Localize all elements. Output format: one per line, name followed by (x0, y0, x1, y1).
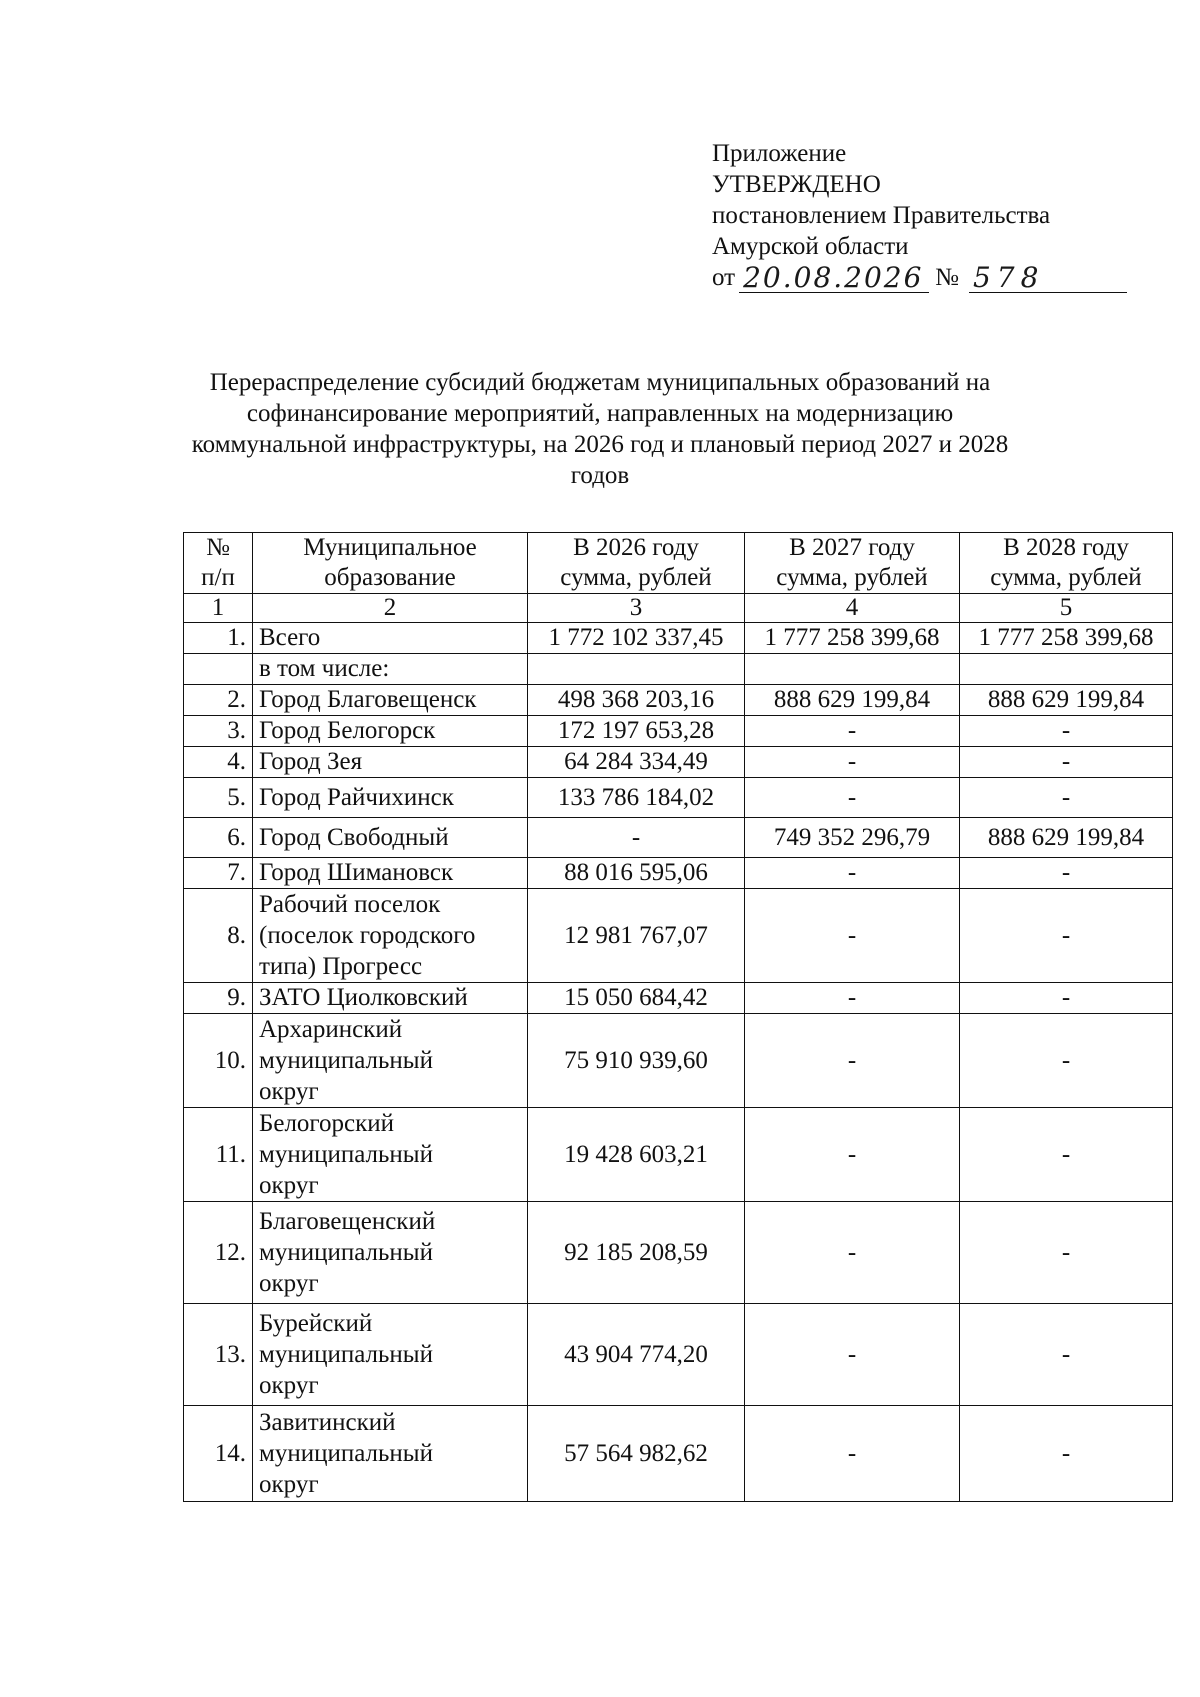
amount-2028 (960, 654, 1173, 685)
municipality-name-line: округ (259, 1172, 319, 1199)
amount-2026: 12 981 767,07 (528, 889, 745, 983)
amount-2028: - (960, 1202, 1173, 1304)
row-number: 12. (184, 1202, 253, 1304)
amount-2026: 133 786 184,02 (528, 778, 745, 818)
table-row (184, 716, 1173, 747)
amount-2027: 1 777 258 399,68 (745, 623, 960, 654)
table-row (184, 1202, 1173, 1304)
amount-2026: 19 428 603,21 (528, 1108, 745, 1202)
municipality-name-line: Город Свободный (259, 823, 449, 851)
municipality-name (253, 1304, 528, 1406)
handwritten-number: 578 (969, 264, 1127, 293)
table-row (184, 747, 1173, 778)
municipality-name (253, 654, 528, 685)
municipality-name-line: Город Белогорск (259, 717, 436, 744)
row-number: 1. (184, 623, 253, 654)
row-number: 3. (184, 716, 253, 747)
header-municipality: Муниципальное образование (253, 533, 528, 594)
amount-2028: - (960, 1406, 1173, 1502)
municipality-name (253, 818, 528, 858)
amount-2028: - (960, 778, 1173, 818)
row-number: 7. (184, 858, 253, 889)
approval-appendix-label: Приложение (712, 140, 847, 167)
amount-2028: - (960, 716, 1173, 747)
date-prefix: от (712, 264, 736, 291)
row-number: 9. (184, 983, 253, 1014)
municipality-name-line: Белогорский (259, 1110, 395, 1137)
amount-2026: 88 016 595,06 (528, 858, 745, 889)
municipality-name-line: Город Зея (259, 748, 363, 775)
table-row (184, 1304, 1173, 1406)
row-number: 11. (184, 1108, 253, 1202)
amount-2026: 172 197 653,28 (528, 716, 745, 747)
amount-2027: - (745, 858, 960, 889)
table-body (184, 623, 1173, 1502)
municipality-name-line: муниципальный (259, 1341, 433, 1368)
municipality-name (253, 778, 528, 818)
amount-2028: 1 777 258 399,68 (960, 623, 1173, 654)
approval-region-label: Амурской области (712, 233, 909, 260)
row-number: 14. (184, 1406, 253, 1502)
amount-2026: 57 564 982,62 (528, 1406, 745, 1502)
amount-2027: 888 629 199,84 (745, 685, 960, 716)
column-number: 4 (745, 594, 960, 623)
approval-resolution-label: постановлением Правительства (712, 202, 1051, 229)
row-number: 8. (184, 889, 253, 983)
municipality-name-line: Архаринский (259, 1016, 403, 1043)
table-row (184, 685, 1173, 716)
row-number (184, 654, 253, 685)
number-prefix: № (935, 264, 959, 291)
column-number: 5 (960, 594, 1173, 623)
column-number: 3 (528, 594, 745, 623)
subsidy-table (183, 532, 1173, 1502)
municipality-name-line: (поселок городского (259, 922, 476, 949)
municipality-name (253, 1202, 528, 1304)
municipality-name-line: округ (259, 1471, 319, 1498)
municipality-name-line: Город Райчихинск (259, 783, 454, 811)
municipality-name-line: Всего (259, 624, 321, 651)
amount-2027: - (745, 889, 960, 983)
handwritten-date: 20.08.2026 (739, 264, 929, 293)
amount-2027: - (745, 1202, 960, 1304)
row-number: 13. (184, 1304, 253, 1406)
amount-2028: - (960, 1108, 1173, 1202)
municipality-name-line: округ (259, 1372, 319, 1399)
row-number: 4. (184, 747, 253, 778)
municipality-name-line: муниципальный (259, 1440, 433, 1467)
amount-2027 (745, 654, 960, 685)
header-2026: В 2026 году сумма, рублей (528, 533, 745, 594)
municipality-name (253, 889, 528, 983)
amount-2028: - (960, 1014, 1173, 1108)
table-row (184, 1014, 1173, 1108)
title-line-3: коммунальной инфраструктуры, на 2026 год и плановый период 2027 и 2028 (191, 431, 1009, 458)
municipality-name-line: округ (259, 1078, 319, 1105)
table-row (184, 983, 1173, 1014)
amount-2028: - (960, 983, 1173, 1014)
table-header-row (184, 533, 1173, 594)
header-number: № п/п (184, 533, 253, 594)
amount-2026: 498 368 203,16 (528, 685, 745, 716)
amount-2028: 888 629 199,84 (960, 685, 1173, 716)
row-number: 5. (184, 778, 253, 818)
municipality-name-line: округ (259, 1270, 319, 1297)
amount-2026: 75 910 939,60 (528, 1014, 745, 1108)
municipality-name-line: ЗАТО Циолковский (259, 984, 468, 1011)
column-number: 2 (253, 594, 528, 623)
table-row (184, 623, 1173, 654)
municipality-name-line: Бурейский (259, 1310, 373, 1337)
amount-2026: 1 772 102 337,45 (528, 623, 745, 654)
municipality-name (253, 983, 528, 1014)
approval-approved-label: УТВЕРЖДЕНО (712, 171, 881, 198)
municipality-name (253, 685, 528, 716)
amount-2026: 64 284 334,49 (528, 747, 745, 778)
municipality-name-line: муниципальный (259, 1047, 433, 1074)
amount-2027: - (745, 1304, 960, 1406)
amount-2028: - (960, 858, 1173, 889)
amount-2027: - (745, 778, 960, 818)
column-number-row (184, 594, 1173, 623)
municipality-name-line: Рабочий поселок (259, 891, 441, 918)
table-row (184, 654, 1173, 685)
amount-2027: - (745, 716, 960, 747)
table-row (184, 1108, 1173, 1202)
amount-2026 (528, 654, 745, 685)
municipality-name (253, 623, 528, 654)
header-2028: В 2028 году сумма, рублей (960, 533, 1173, 594)
municipality-name-line: в том числе: (259, 655, 390, 682)
table-row (184, 858, 1173, 889)
amount-2028: - (960, 747, 1173, 778)
municipality-name (253, 716, 528, 747)
table-row (184, 889, 1173, 983)
approval-block (712, 138, 1127, 293)
municipality-name (253, 747, 528, 778)
row-number: 6. (184, 818, 253, 858)
amount-2027: 749 352 296,79 (745, 818, 960, 858)
municipality-name (253, 858, 528, 889)
amount-2027: - (745, 1406, 960, 1502)
amount-2028: - (960, 889, 1173, 983)
column-number: 1 (184, 594, 253, 623)
row-number: 10. (184, 1014, 253, 1108)
amount-2026: - (528, 818, 745, 858)
table-row (184, 818, 1173, 858)
amount-2028: 888 629 199,84 (960, 818, 1173, 858)
row-number: 2. (184, 685, 253, 716)
document-title (150, 367, 1050, 491)
amount-2027: - (745, 747, 960, 778)
municipality-name-line: типа) Прогресс (259, 953, 423, 980)
amount-2028: - (960, 1304, 1173, 1406)
amount-2026: 92 185 208,59 (528, 1202, 745, 1304)
municipality-name (253, 1108, 528, 1202)
title-line-1: Перераспределение субсидий бюджетам муниципальных образований на (209, 369, 991, 396)
municipality-name-line: Завитинский (259, 1409, 396, 1436)
table-row (184, 778, 1173, 818)
municipality-name (253, 1406, 528, 1502)
approval-date-number-line (712, 262, 1127, 293)
municipality-name-line: муниципальный (259, 1141, 433, 1168)
header-2027: В 2027 году сумма, рублей (745, 533, 960, 594)
title-line-4: годов (570, 462, 630, 489)
municipality-name (253, 1014, 528, 1108)
table-row (184, 1406, 1173, 1502)
municipality-name-line: Город Шимановск (259, 859, 454, 886)
municipality-name-line: Город Благовещенск (259, 686, 477, 713)
amount-2026: 15 050 684,42 (528, 983, 745, 1014)
amount-2027: - (745, 1108, 960, 1202)
amount-2027: - (745, 1014, 960, 1108)
municipality-name-line: муниципальный (259, 1239, 433, 1266)
title-line-2: софинансирование мероприятий, направленных на модернизацию (246, 400, 954, 427)
amount-2027: - (745, 983, 960, 1014)
municipality-name-line: Благовещенский (259, 1208, 436, 1235)
amount-2026: 43 904 774,20 (528, 1304, 745, 1406)
